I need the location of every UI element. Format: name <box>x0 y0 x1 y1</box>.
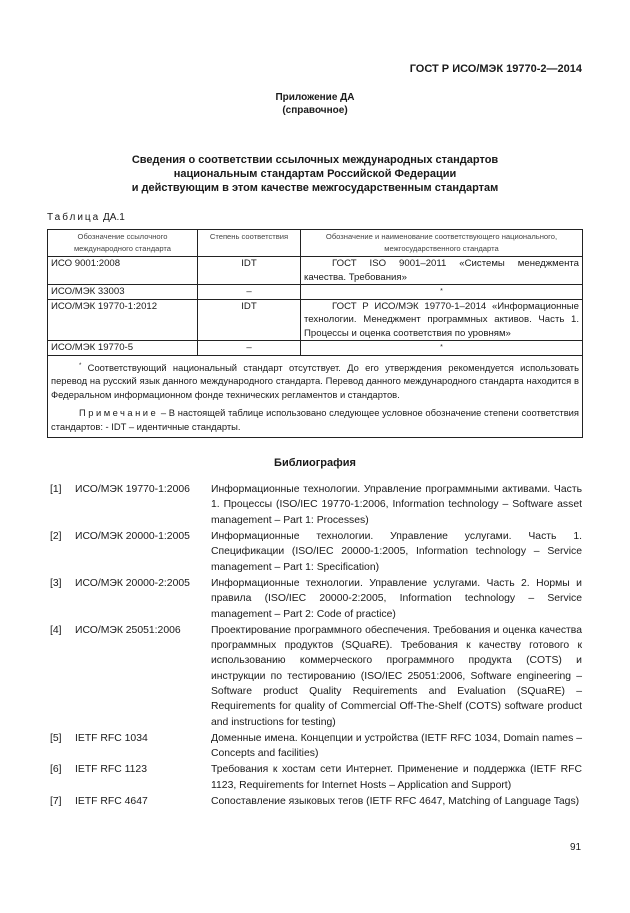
entry-code: ИСО/МЭК 25051:2006 <box>75 624 181 636</box>
table-cell: IDT <box>198 257 301 285</box>
entry-text: Информационные технологии. Управление услугами. Часть 2. Нормы и правила (ISO/IEC 20000-2:2005, Information technology – Service management – Part 2: Code of practice) <box>211 577 582 620</box>
entry-number: [1] <box>50 484 62 496</box>
entry-number: [5] <box>50 732 62 744</box>
entry-code: IETF RFC 4647 <box>75 796 148 808</box>
note-text: – В настоящей таблице использовано следующее условное обозначение степени соответствия стандартов: - IDT – идентичные стандарты. <box>51 407 579 432</box>
bibliography-entry <box>50 762 582 793</box>
caption-word: Таблица <box>47 212 101 223</box>
entry-code: IETF RFC 1123 <box>75 764 147 776</box>
footnote <box>51 360 579 402</box>
caption-number: ДА.1 <box>100 212 125 223</box>
table-cell: – <box>198 285 301 300</box>
bibliography-title: Библиография <box>274 457 356 470</box>
section-heading <box>0 153 630 195</box>
table-row <box>48 341 583 356</box>
entry-text: Информационные технологии. Управление услугами. Часть 1. Спецификации (ISO/IEC 20000-1:2005, Information technology – Service management – Part 1: Specification) <box>211 531 582 573</box>
table-cell: IDT <box>198 299 301 341</box>
bibliography-entry <box>50 731 582 762</box>
document-header: ГОСТ Р ИСО/МЭК 19770-2—2014 <box>409 63 582 75</box>
table-header: Обозначение и наименование соответствующего национального, межгосударственного стандарта <box>301 230 583 257</box>
entry-number: [6] <box>50 764 62 776</box>
entry-number: [4] <box>50 624 62 636</box>
table-cell: – <box>198 341 301 356</box>
document-body <box>47 229 583 810</box>
entry-text: Доменные имена. Концепции и устройства (IETF RFC 1034, Domain names – Concepts and facilities) <box>211 732 582 760</box>
heading-line: национальным стандартам Российской Федерации <box>173 168 457 180</box>
entry-code: ИСО/МЭК 19770-1:2006 <box>75 484 190 496</box>
table-cell: ИСО 9001:2008 <box>48 257 198 285</box>
table-header: Обозначение ссылочного международного стандарта <box>48 230 198 257</box>
table-cell: ИСО/МЭК 19770-1:2012 <box>48 299 198 341</box>
table-cell: * <box>301 341 583 356</box>
annex-subtitle: (справочное) <box>282 105 348 116</box>
table-notes <box>48 355 583 438</box>
annex-title: Приложение ДА <box>275 92 355 103</box>
entry-number: [2] <box>50 531 62 543</box>
footnote-mark: * <box>79 362 82 369</box>
table-cell: ГОСТ Р ИСО/МЭК 19770-1–2014 «Информационные технологии. Менеджмент программных активов. Часть 1. Процессы и оценка соответствия по уровням» <box>301 299 583 341</box>
entry-code: ИСО/МЭК 20000-1:2005 <box>75 531 190 543</box>
entry-number: [3] <box>50 577 62 589</box>
entry-text: Информационные технологии. Управление программными активами. Часть 1. Процессы (ISO/IEC 19770-1:2006, Information technology – Software asset management – Part 1: Processes) <box>211 484 582 526</box>
table-notes-row <box>48 355 583 438</box>
entry-text: Проектирование программного обеспечения. Требования и оценка качества программных продуктов (SQuaRE). Требования к качеству готового к использованию коммерческого программного продукта (COTS) и инструкции по тестированию (ISO/IEC 25051:2006, Software engineering – Software product Quality Requirements and Evaluation (SQuaRE) – Requirements for quality of Commercial Off-The-Shelf (COTS) software product and instructions for testing) <box>211 624 582 728</box>
bibliography-entry <box>50 529 582 575</box>
table-cell: * <box>301 285 583 300</box>
entry-text: Требования к хостам сети Интернет. Применение и поддержка (IETF RFC 1123, Requirements for Internet Hosts – Application and Support) <box>211 764 582 791</box>
footnote-text: Соответствующий национальный стандарт отсутствует. До его утверждения рекомендуется использовать перевод на русский язык данного международного стандарта. Перевод данного международного стандарта находится в Федеральном информационном фонде технических регламентов и стандартов. <box>51 361 579 400</box>
table-cell: ГОСТ ISO 9001–2011 «Системы менеджмента качества. Требования» <box>301 257 583 285</box>
table-header-row <box>48 230 583 257</box>
note <box>51 406 579 433</box>
table-row <box>48 257 583 285</box>
table-cell: ИСО/МЭК 19770-5 <box>48 341 198 356</box>
heading-line: и действующим в этом качестве межгосударственным стандартам <box>131 182 499 194</box>
bibliography-entry <box>50 794 582 809</box>
table-cell: ИСО/МЭК 33003 <box>48 285 198 300</box>
bibliography-entry <box>50 623 582 730</box>
heading-line: Сведения о соответствии ссылочных международных стандартов <box>131 154 499 166</box>
table-caption <box>47 212 125 223</box>
entry-text: Сопоставление языковых тегов (IETF RFC 4647, Matching of Language Tags) <box>211 796 580 808</box>
entry-code: IETF RFC 1034 <box>75 732 148 744</box>
page-number: 91 <box>570 842 582 853</box>
entry-code: ИСО/МЭК 20000-2:2005 <box>75 577 190 589</box>
table-row <box>48 285 583 300</box>
note-label: Примечание <box>79 407 159 419</box>
entry-number: [7] <box>50 796 62 808</box>
table-header: Степень соответствия <box>198 230 301 257</box>
bibliography-entry <box>50 576 582 622</box>
bibliography-entry <box>50 482 582 528</box>
table-row <box>48 299 583 341</box>
correspondence-table <box>47 229 583 438</box>
